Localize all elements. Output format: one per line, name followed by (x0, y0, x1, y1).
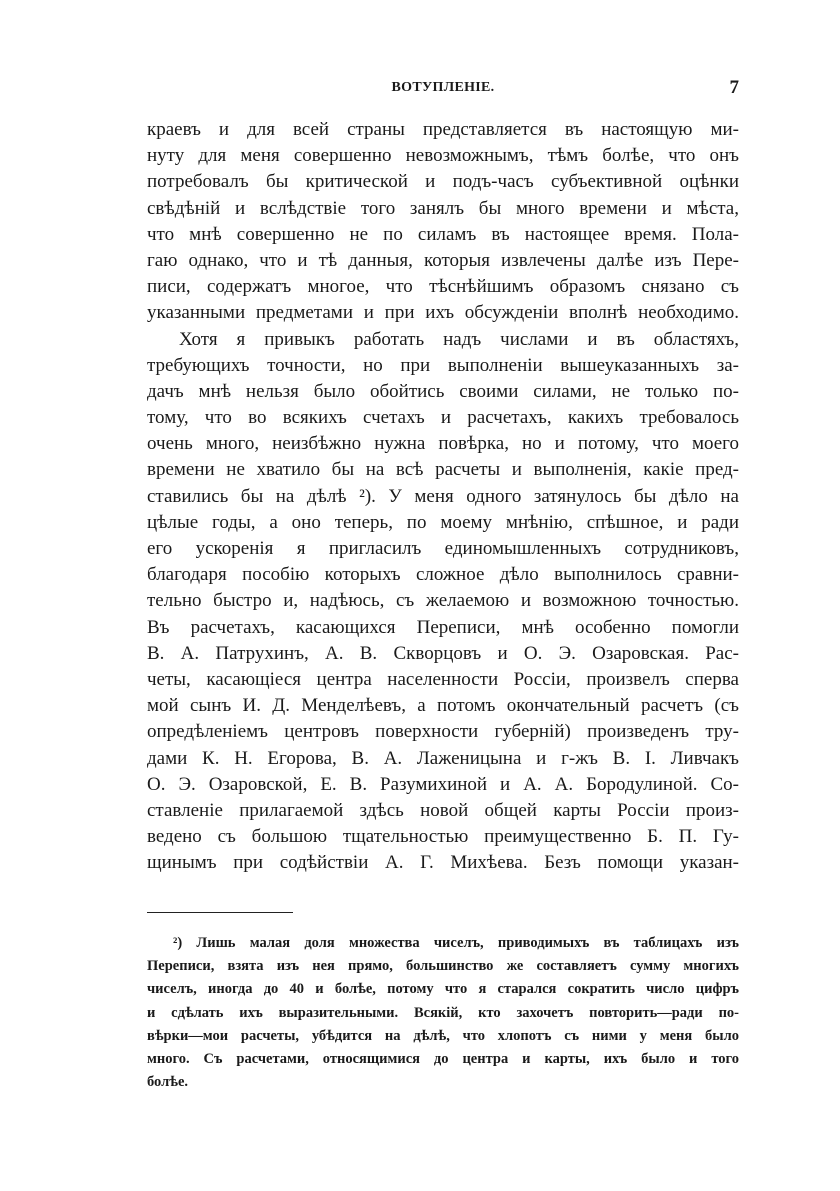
body-line: О. Э. Озаровской, Е. В. Разумихиной и А. А. Бородулиной. Со- (147, 773, 739, 795)
body-text (147, 117, 739, 876)
footnote-line: чиселъ, иногда до 40 и болѣе, потому что я старался сократить число цифръ (147, 981, 739, 998)
body-line: свѣдѣній и вслѣдствіе того занялъ бы много времени и мѣста, (147, 197, 739, 219)
footnote-divider (147, 912, 293, 913)
body-line: Въ расчетахъ, касающихся Переписи, мнѣ особенно помогли (147, 616, 739, 638)
body-line: что мнѣ совершенно не по силамъ въ настоящее время. Пола- (147, 223, 739, 245)
body-line: опредѣленіемъ центровъ поверхности губерній) произведенъ тру- (147, 721, 739, 743)
body-line: В. А. Патрухинъ, А. В. Скворцовъ и О. Э. Озаровская. Рас- (147, 642, 739, 664)
footnote-block (147, 932, 739, 1094)
footnote-line: вѣрки—мои расчеты, убѣдится на дѣлѣ, что хлопотъ съ ними у меня было (147, 1027, 739, 1044)
footnote-line: Переписи, взята изъ нея прямо, большинство же составляетъ сумму многихъ (147, 958, 739, 975)
body-line: ведено съ большою тщательностью преимущественно Б. П. Гу- (147, 826, 739, 848)
body-line: благодаря пособію которыхъ сложное дѣло выполнилось сравни- (147, 564, 739, 586)
body-line: очень много, неизбѣжно нужна повѣрка, но и потому, что моего (147, 433, 739, 455)
body-line: нуту для меня совершенно невозможнымъ, тѣмъ болѣе, что онъ (147, 145, 739, 167)
body-line: щинымъ при содѣйствіи А. Г. Михѣева. Безъ помощи указан- (147, 852, 739, 874)
footnote-line: много. Съ расчетами, относящимися до центра и карты, ихъ было и того (147, 1050, 739, 1067)
footnote-line: болѣе. (147, 1074, 189, 1091)
page-number: 7 (729, 77, 739, 98)
body-line: его ускоренія я пригласилъ единомышленныхъ сотрудниковъ, (147, 538, 739, 559)
body-line: цѣлые годы, а оно теперь, по моему мнѣнію, спѣшное, и ради (147, 511, 739, 533)
body-line: писи, содержатъ многое, что тѣснѣйшимъ образомъ снязано съ (147, 276, 739, 298)
body-line: тельно быстро и, надѣюсь, съ желаемою и возможною точностью. (147, 590, 739, 612)
footnote-line: и сдѣлать ихъ выразительными. Всякій, кто захочетъ повторить—ради по- (147, 1004, 739, 1021)
body-line: тому, что во всякихъ счетахъ и расчетахъ, какихъ требовалось (147, 407, 739, 429)
running-head-title: ВОТУПЛЕНІЕ. (391, 80, 495, 95)
body-line: требующихъ точности, но при выполненіи вышеуказанныхъ за- (147, 354, 739, 376)
body-line: потребовалъ бы критической и подъ-часъ субъективной оцѣнки (147, 171, 739, 193)
body-line: ставленіе прилагаемой здѣсь новой общей карты Россіи произ- (147, 799, 739, 821)
body-line: времени не хватило бы на всѣ расчеты и выполненія, какіе пред- (147, 459, 739, 481)
body-line: дачъ мнѣ нельзя было обойтись своими силами, не только по- (147, 380, 739, 402)
body-line: гаю однако, что и тѣ данныя, которыя извлечены далѣе изъ Пере- (147, 249, 739, 271)
body-line-paragraph-start: Хотя я привыкъ работать надъ числами и въ областяхъ, (179, 328, 739, 350)
footnote-line: ²) Лишь малая доля множества чиселъ, приводимыхъ въ таблицахъ изъ (173, 935, 739, 951)
body-line: краевъ и для всей страны представляется въ настоящую ми- (147, 119, 739, 140)
body-line: дами К. Н. Егорова, В. А. Лаженицына и г-жъ В. І. Ливчакъ (147, 747, 739, 769)
body-line: мой сынъ И. Д. Менделѣевъ, а потомъ окончательный расчетъ (съ (147, 695, 739, 717)
body-line: указанными предметами и при ихъ обсужденіи вполнѣ необходимо. (147, 302, 739, 324)
running-head (147, 77, 739, 100)
body-line-footnote-ref: ставились бы на дѣлѣ ²). У меня одного затянулось бы дѣло на (147, 485, 739, 507)
body-line: четы, касающіеся центра населенности Россіи, произвелъ сперва (147, 668, 739, 690)
